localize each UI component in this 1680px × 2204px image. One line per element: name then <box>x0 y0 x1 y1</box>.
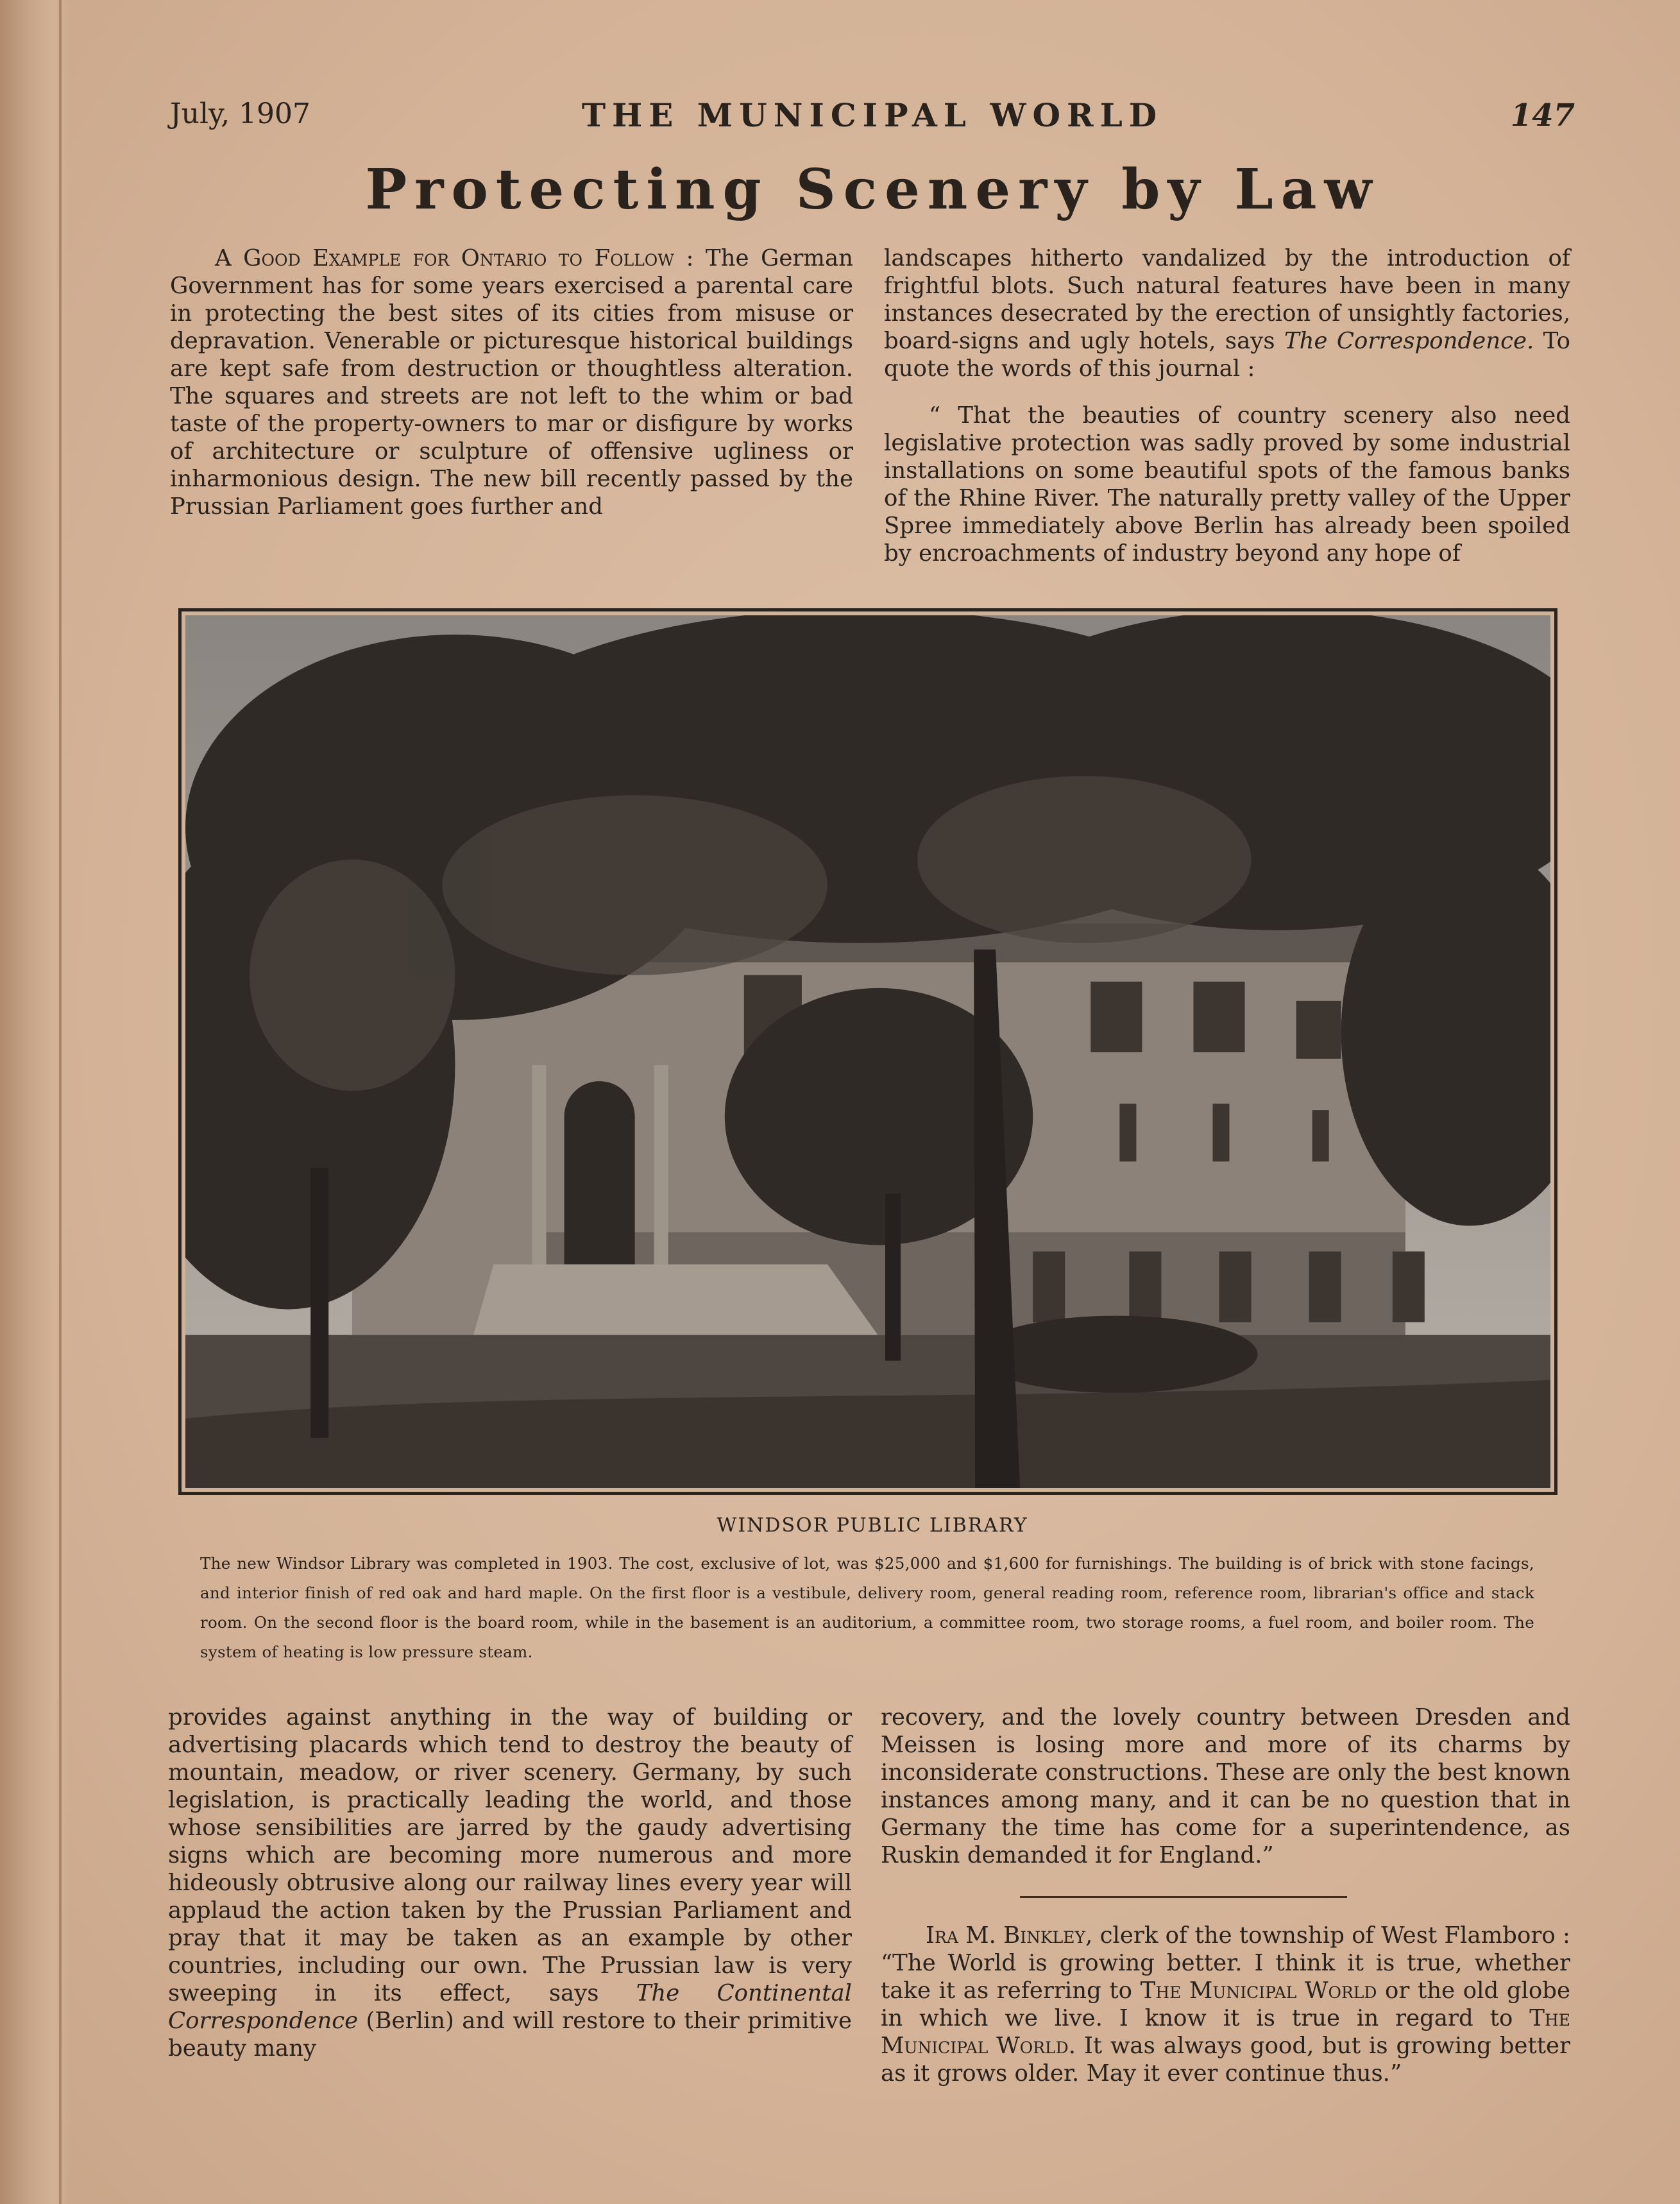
paragraph-text: landscapes hitherto vandalized by the introduction of frightful blots. Such natural features have been in many instances desecrated by the erection of unsightly factories, board-signs and ugly hotels, says <box>884 245 1570 354</box>
note-text: clerk of the township of West Flamboro : “The World is growing better. I think it is true, whether take it as referring to <box>881 1922 1570 2004</box>
source-citation: The Correspondence. <box>1284 328 1534 354</box>
quotation-paragraph: “ That the beauties of country scenery also need legislative protection was sadly proved by some industrial installations on some beautiful spots of the famous banks of the Rhine River. The naturally pretty valley of the Upper Spree immediately above Berlin has already been spoiled by encroachments of industry beyond any hope of <box>884 402 1570 567</box>
journal-reference: The Municipal World <box>1140 1978 1377 2004</box>
page-number: 147 <box>1510 98 1575 133</box>
paragraph-text: The German Government has for some years exercised a parental care in protecting the best sites of its cities from misuse or depravation. Venerable or picturesque historical buildings are kept safe from destruction or thoughtless alteration. The squares and streets are not left to the whim or bad taste of the property-owners to mar or disfigure by works of architecture or sculpture of offensive ugliness or inharmonious design. The new bill recently passed by the Prussian Parliament goes further and <box>170 245 853 520</box>
journal-name: THE MUNICIPAL WORLD <box>581 96 1164 134</box>
library-photo-illustration <box>185 615 1550 1488</box>
library-photograph <box>178 608 1557 1495</box>
paragraph-continued <box>168 1704 852 2062</box>
lead-in: A Good Example for Ontario to Follow : <box>215 245 694 271</box>
paragraph-text: To quote the words of this journal : <box>884 328 1570 382</box>
note-text: or the old globe in which we live. I know it is true in regard to <box>881 1978 1570 2031</box>
figure-caption-text: The new Windsor Library was completed in 1903. The cost, exclusive of lot, was $25,000 and $1,600 for furnishings. The building is of brick with stone facings, and interior finish of red oak and hard maple. On the first floor is a vestibule, delivery room, general reading room, reference room, librarian's office and stack room. On the second floor is the board room, while in the basement is an auditorium, a committee room, two storage rooms, a fuel room, and boiler room. The system of heating is low pressure steam. <box>200 1554 1534 1661</box>
paragraph-continued <box>884 244 1570 382</box>
note-text: It was always good, but is growing better as it grows older. May it ever continue thus.” <box>881 2033 1570 2087</box>
column-bottom-right <box>881 1704 1570 2087</box>
running-header <box>170 96 1575 141</box>
column-top-right <box>884 244 1570 567</box>
figure-caption-title: WINDSOR PUBLIC LIBRARY <box>717 1514 1028 1537</box>
section-divider <box>1020 1896 1347 1898</box>
journal-reference: The Municipal World. <box>881 2005 1570 2059</box>
column-bottom-left <box>168 1704 852 2062</box>
paragraph-text: provides against anything in the way of building or advertising placards which tend to destroy the beauty of mountain, meadow, or river scenery. Germany, by such legislation, is practically leading the world, and those whose sensibilities are jarred by the gaudy advertising signs which are becoming more numerous and more hideously obtrusive along our railway lines every year will applaud the action taken by the Prussian Parliament and pray that it may be taken as an example by other countries, including our own. The Prussian law is very sweeping in its effect, says <box>168 1704 852 2006</box>
note-author: Ira M. Binkley, <box>926 1922 1093 1949</box>
source-citation: The Continental Correspondence <box>168 1980 852 2034</box>
binding-edge <box>59 0 62 2204</box>
paragraph-intro <box>170 244 853 520</box>
quotation-paragraph-end: recovery, and the lovely country between Dresden and Meissen is losing more and more of its charms by inconsiderate constructions. These are only the best known instances among many, and it can be no question that in Germany the time has come for a superintendence, as Ruskin demanded it for England.” <box>881 1704 1570 1868</box>
article-title: Protecting Scenery by Law <box>365 157 1380 222</box>
column-top-left <box>170 244 853 520</box>
issue-date: July, 1907 <box>170 98 311 130</box>
paragraph-text: (Berlin) and will restore to their primitive beauty many <box>168 2008 852 2062</box>
reader-note <box>881 1922 1570 2087</box>
